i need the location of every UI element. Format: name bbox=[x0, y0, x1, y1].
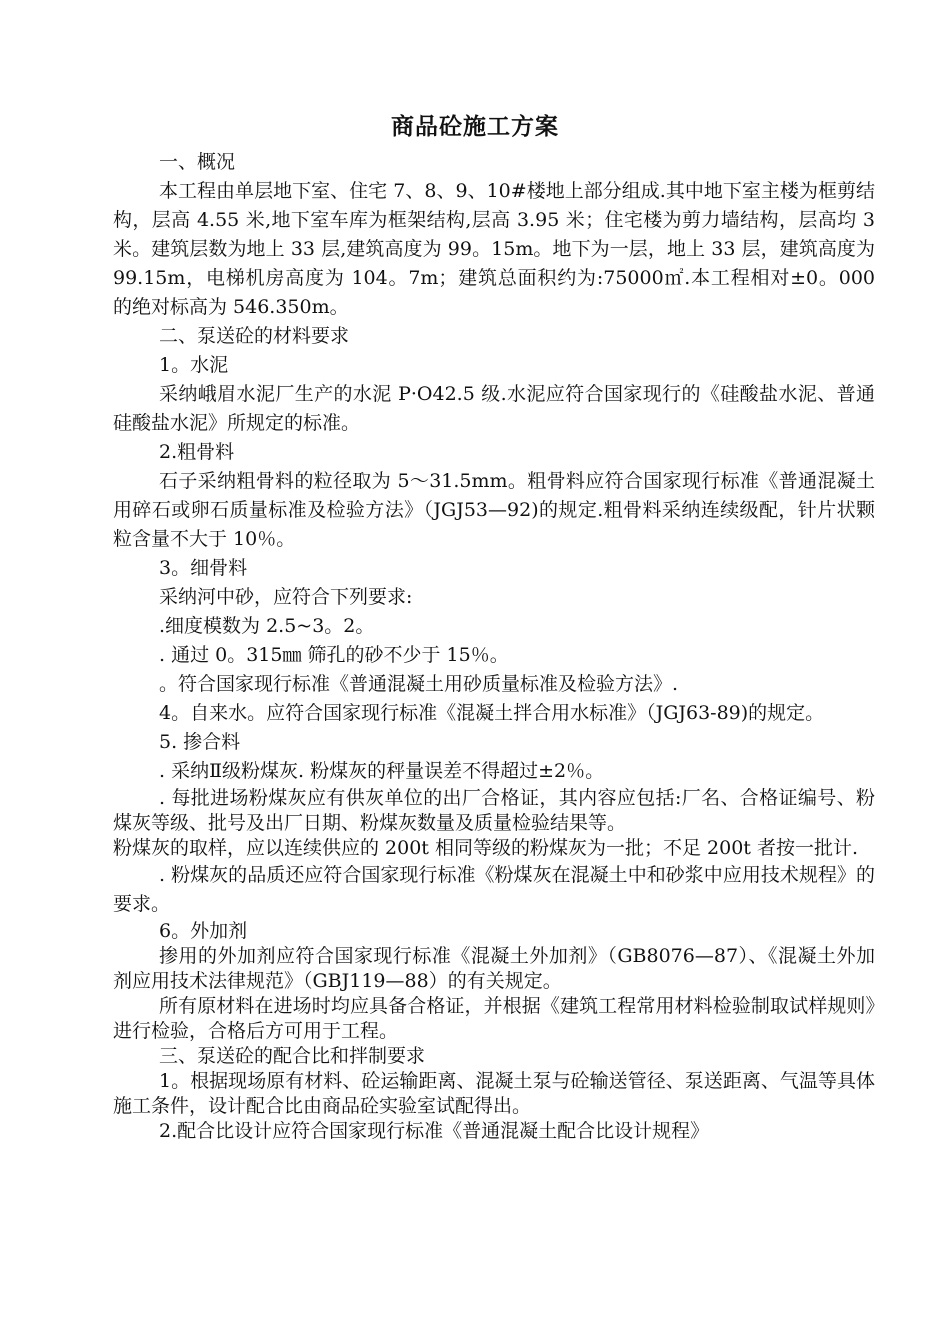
admixture-line-4: . 粉煤灰的品质还应符合国家现行标准《粉煤灰在混凝土中和砂浆中应用技术规程》的要求。 bbox=[113, 864, 875, 915]
coarse-aggregate-title: 2.粗骨料 bbox=[159, 441, 235, 463]
fine-aggregate-line-2: . 通过 0。315㎜ 筛孔的砂不少于 15％。 bbox=[159, 644, 509, 666]
acceptance-paragraph: 所有原材料在进场时均应具备合格证，并根据《建筑工程常用材料检验制取试样规则》进行检验，合格后方可用于工程。 bbox=[113, 995, 875, 1042]
fine-aggregate-paragraph: 采纳河中砂，应符合下列要求: bbox=[159, 586, 413, 608]
additive-title: 6。外加剂 bbox=[159, 920, 248, 942]
cement-title: 1。水泥 bbox=[159, 354, 229, 376]
admixture-line-1: . 采纳Ⅱ级粉煤灰. 粉煤灰的秤量误差不得超过±2％。 bbox=[159, 760, 605, 782]
admixture-line-3: 粉煤灰的取样，应以连续供应的 200t 相同等级的粉煤灰为一批；不足 200t 者按一批计. bbox=[113, 837, 859, 859]
document-title: 商品砼施工方案 bbox=[391, 113, 559, 140]
admixture-line-2: . 每批进场粉煤灰应有供灰单位的出厂合格证，其内容应包括:厂名、合格证编号、粉煤灰等级、批号及出厂日期、粉煤灰数量及质量检验结果等。 bbox=[113, 787, 875, 834]
cement-paragraph: 采纳峨眉水泥厂生产的水泥 P·O42.5 级.水泥应符合国家现行的《硅酸盐水泥、普通硅酸盐水泥》所规定的标准。 bbox=[113, 383, 875, 434]
section-heading-mix: 三、泵送砼的配合比和拌制要求 bbox=[159, 1045, 426, 1067]
fine-aggregate-line-3: 。符合国家现行标准《普通混凝土用砂质量标准及检验方法》. bbox=[159, 673, 679, 695]
mix-item-2: 2.配合比设计应符合国家现行标准《普通混凝土配合比设计规程》 bbox=[159, 1120, 710, 1142]
document-body bbox=[113, 148, 875, 1144]
additive-paragraph: 掺用的外加剂应符合国家现行标准《混凝土外加剂》（GB8076—87）、《混凝土外加剂应用技术法律规范》（GBJ119—88）的有关规定。 bbox=[113, 945, 875, 992]
section-heading-materials: 二、泵送砼的材料要求 bbox=[159, 325, 350, 347]
water-paragraph: 4。自来水。应符合国家现行标准《混凝土拌合用水标准》（JGJ63-89)的规定。 bbox=[159, 702, 825, 724]
fine-aggregate-title: 3。细骨料 bbox=[159, 557, 248, 579]
section-heading-overview: 一、概况 bbox=[159, 151, 236, 173]
mix-item-1: 1。根据现场原有材料、砼运输距离、混凝土泵与砼输送管径、泵送距离、气温等具体施工条件，设计配合比由商品砼实验室试配得出。 bbox=[113, 1070, 875, 1117]
admixture-title: 5. 掺合料 bbox=[159, 731, 241, 753]
coarse-aggregate-paragraph: 石子采纳粗骨料的粒径取为 5～31.5mm。粗骨料应符合国家现行标准《普通混凝土用碎石或卵石质量标准及检验方法》（JGJ53—92)的规定.粗骨料采纳连续级配，针片状颗粒含量不大于 10％。 bbox=[113, 470, 875, 550]
overview-paragraph: 本工程由单层地下室、住宅 7、8、9、10#楼地上部分组成.其中地下室主楼为框剪结构，层高 4.55 米,地下室车库为框架结构,层高 3.95 米；住宅楼为剪力墙结构，层高均 3 米。建筑层数为地上 33 层,建筑高度为 99。15m。地下为一层，地上 33 层，建筑高度为 99.15m，电梯机房高度为 104。7m；建筑总面积约为:75000㎡.本工程相对±0。000 的绝对标高为 546.350m。 bbox=[113, 180, 875, 318]
fine-aggregate-line-1: .细度模数为 2.5~3。2。 bbox=[159, 615, 375, 637]
